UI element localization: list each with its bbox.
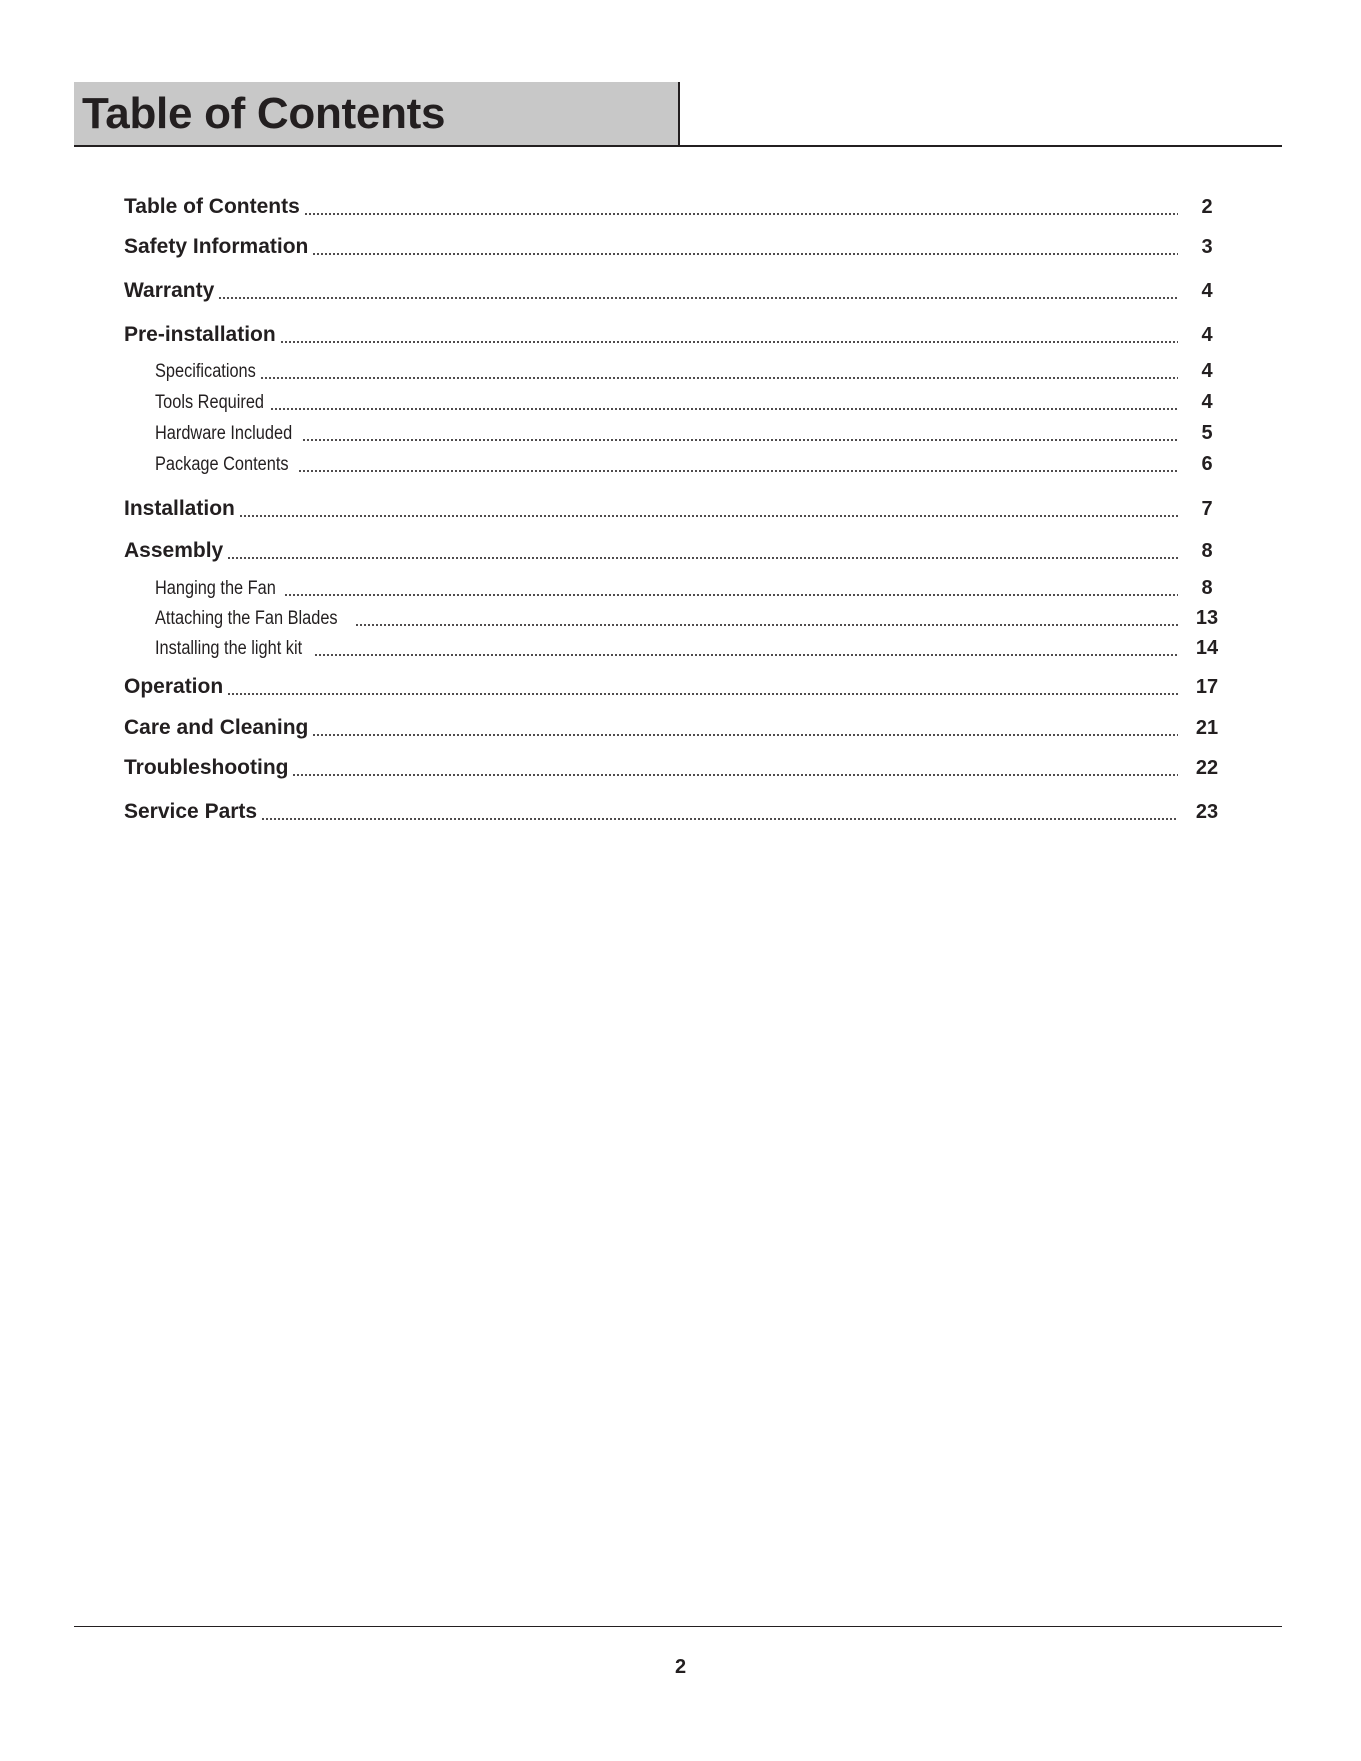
toc-page-number: 2 <box>1201 196 1213 218</box>
toc-entry-specifications[interactable] <box>155 358 1226 384</box>
toc-entry-installing-the-light-kit[interactable] <box>155 635 1226 661</box>
toc-entry-label: Installing the light kit <box>155 638 303 659</box>
toc-entry-label: Hardware Included <box>155 423 293 444</box>
dot-leader <box>355 624 1178 626</box>
page-header <box>74 82 1282 147</box>
toc-entry-label: Table of Contents <box>124 195 300 218</box>
toc-entry-pre-installation[interactable] <box>124 322 1226 348</box>
toc-page-number: 14 <box>1195 637 1219 659</box>
toc-entry-label: Troubleshooting <box>124 756 289 779</box>
toc-page-number: 8 <box>1201 577 1213 599</box>
header-rule <box>74 145 1282 147</box>
toc-entry-package-contents[interactable] <box>155 451 1226 477</box>
toc-entry-label: Warranty <box>124 279 215 302</box>
toc-page-number: 6 <box>1201 453 1213 475</box>
title-band <box>74 82 680 145</box>
toc-page-number: 13 <box>1195 607 1219 629</box>
toc-entry-label: Operation <box>124 675 224 698</box>
dot-leader <box>218 297 1178 299</box>
toc-entry-label: Specifications <box>155 361 256 382</box>
toc-page-number: 8 <box>1201 540 1213 562</box>
footer-rule <box>74 1626 1282 1627</box>
dot-leader <box>302 439 1178 441</box>
dot-leader <box>312 734 1178 736</box>
toc-entry-operation[interactable] <box>124 674 1226 700</box>
dot-leader <box>239 515 1178 517</box>
toc-entry-table-of-contents[interactable] <box>124 194 1226 220</box>
page-title: Table of Contents <box>82 89 446 138</box>
toc-page-number: 3 <box>1201 236 1213 258</box>
toc-entry-safety-information[interactable] <box>124 234 1226 260</box>
toc-page-number: 22 <box>1195 757 1219 779</box>
dot-leader <box>312 253 1178 255</box>
toc-entry-attaching-the-fan-blades[interactable] <box>155 605 1226 631</box>
toc-entry-label: Pre-installation <box>124 323 276 346</box>
toc-entry-troubleshooting[interactable] <box>124 755 1226 781</box>
toc-page-number: 4 <box>1201 360 1213 382</box>
dot-leader <box>261 818 1178 820</box>
toc-entry-label: Package Contents <box>155 454 289 475</box>
toc-entry-label: Assembly <box>124 539 224 562</box>
toc-entry-hanging-the-fan[interactable] <box>155 575 1226 601</box>
dot-leader <box>314 654 1178 656</box>
toc-entry-tools-required[interactable] <box>155 389 1226 415</box>
toc-entry-label: Hanging the Fan <box>155 578 276 599</box>
toc-page-number: 21 <box>1195 717 1219 739</box>
toc-entry-label: Attaching the Fan Blades <box>155 608 338 629</box>
toc-page-number: 17 <box>1195 676 1219 698</box>
toc-entry-assembly[interactable] <box>124 538 1226 564</box>
dot-leader <box>227 693 1178 695</box>
toc-page-number: 4 <box>1201 391 1213 413</box>
toc-entry-care-and-cleaning[interactable] <box>124 715 1226 741</box>
toc-page-number: 23 <box>1195 801 1219 823</box>
toc-entry-label: Installation <box>124 497 235 520</box>
dot-leader <box>227 557 1178 559</box>
dot-leader <box>270 408 1178 410</box>
toc-entry-label: Service Parts <box>124 800 258 823</box>
toc-entry-warranty[interactable] <box>124 278 1226 304</box>
toc-entry-label: Safety Information <box>124 235 309 258</box>
toc-page-number: 4 <box>1201 280 1213 302</box>
toc-entry-label: Care and Cleaning <box>124 716 309 739</box>
toc-entry-hardware-included[interactable] <box>155 420 1226 446</box>
toc-page-number: 4 <box>1201 324 1213 346</box>
dot-leader <box>284 594 1179 596</box>
dot-leader <box>280 341 1178 343</box>
dot-leader <box>260 377 1178 379</box>
dot-leader <box>298 470 1178 472</box>
toc-entry-installation[interactable] <box>124 496 1226 522</box>
toc-entry-label: Tools Required <box>155 392 265 413</box>
dot-leader <box>304 213 1178 215</box>
footer-page-number: 2 <box>674 1656 687 1678</box>
toc-page-number: 7 <box>1201 498 1213 520</box>
toc-page-number: 5 <box>1201 422 1213 444</box>
toc-entry-service-parts[interactable] <box>124 799 1226 825</box>
dot-leader <box>292 774 1178 776</box>
